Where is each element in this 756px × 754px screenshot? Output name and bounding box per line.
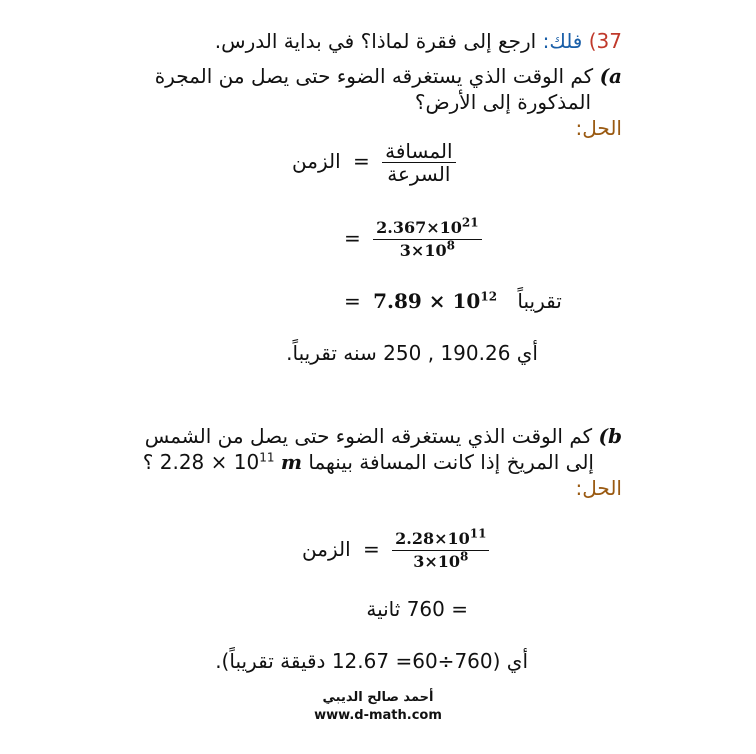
- part-b-text2: إلى المريخ إذا كانت المسافة بينهما: [308, 450, 594, 474]
- question-number: 37): [588, 29, 622, 53]
- speed-word: السرعة: [387, 162, 451, 186]
- numerator-base: 2.28×10: [395, 529, 470, 548]
- substitution-a: [344, 217, 482, 262]
- question-text: ارجع إلى فقرة لماذا؟ في بداية الدرس.: [214, 29, 537, 53]
- question-37-line: [215, 28, 622, 54]
- result-exponent: 12: [480, 289, 498, 304]
- denominator-base: 3×10: [399, 241, 447, 260]
- equals-sign: =: [352, 149, 370, 173]
- years-line: أي 190.26 , 250 سنه تقريباً.: [286, 341, 538, 365]
- part-b-line1: [145, 423, 622, 449]
- part-a-text1: كم الوقت الذي يستغرقه الضوء حتى يصل من المجرة: [154, 64, 594, 88]
- distance-value: [160, 450, 275, 474]
- fraction-a: [373, 217, 481, 262]
- part-b-solution-label: الحل:: [575, 476, 622, 500]
- denominator-b: [410, 551, 471, 573]
- equals-sign: =: [344, 289, 361, 313]
- denominator-exponent: 8: [446, 238, 455, 253]
- minutes-line: أي (760÷60= 12.67 دقيقة تقريباً).: [215, 649, 528, 673]
- part-b-text1: كم الوقت الذي يستغرقه الضوء حتى يصل من الشمس: [144, 424, 593, 448]
- result-base: 7.89 × 10: [373, 289, 481, 313]
- seconds-line: = 760 ثانية: [366, 597, 468, 621]
- part-b-line2: [143, 449, 594, 475]
- part-b-label: b): [598, 424, 622, 448]
- distance-exponent: 11: [259, 450, 275, 465]
- distance-over-speed: [382, 140, 455, 185]
- distance-word: المسافة: [385, 139, 453, 163]
- fraction-b: [392, 528, 489, 573]
- denominator-base: 3×10: [413, 552, 460, 571]
- denominator-a: [397, 240, 458, 262]
- time-word: الزمن: [302, 537, 351, 561]
- footer-site[interactable]: www.d-math.com: [314, 708, 442, 723]
- distance-unit: m: [280, 450, 303, 474]
- equals-sign: =: [362, 537, 380, 561]
- numerator-exponent: 11: [469, 526, 487, 541]
- approx-word: تقريباً: [517, 289, 562, 313]
- result-a: [344, 288, 562, 314]
- question-mark: ؟: [142, 450, 154, 474]
- footer-author: أحمد صالح الديبي: [322, 690, 434, 705]
- numerator-base: 2.367×10: [376, 218, 462, 237]
- formula-definition: [292, 140, 456, 185]
- question-topic: فلك:: [542, 29, 583, 53]
- numerator-a: [373, 217, 481, 239]
- denominator-exponent: 8: [460, 549, 469, 564]
- distance-base: 2.28 × 10: [159, 450, 260, 474]
- part-a-line2: المذكورة إلى الأرض؟: [414, 90, 591, 114]
- part-a-label: a): [599, 64, 622, 88]
- time-word: الزمن: [292, 149, 341, 173]
- numerator-b: [392, 528, 489, 550]
- substitution-b: [302, 528, 489, 573]
- part-a-solution-label: الحل:: [575, 116, 622, 140]
- result-value: [373, 289, 497, 313]
- equals-sign: =: [344, 226, 361, 250]
- numerator-exponent: 21: [461, 215, 479, 230]
- part-a-line1: [155, 63, 622, 89]
